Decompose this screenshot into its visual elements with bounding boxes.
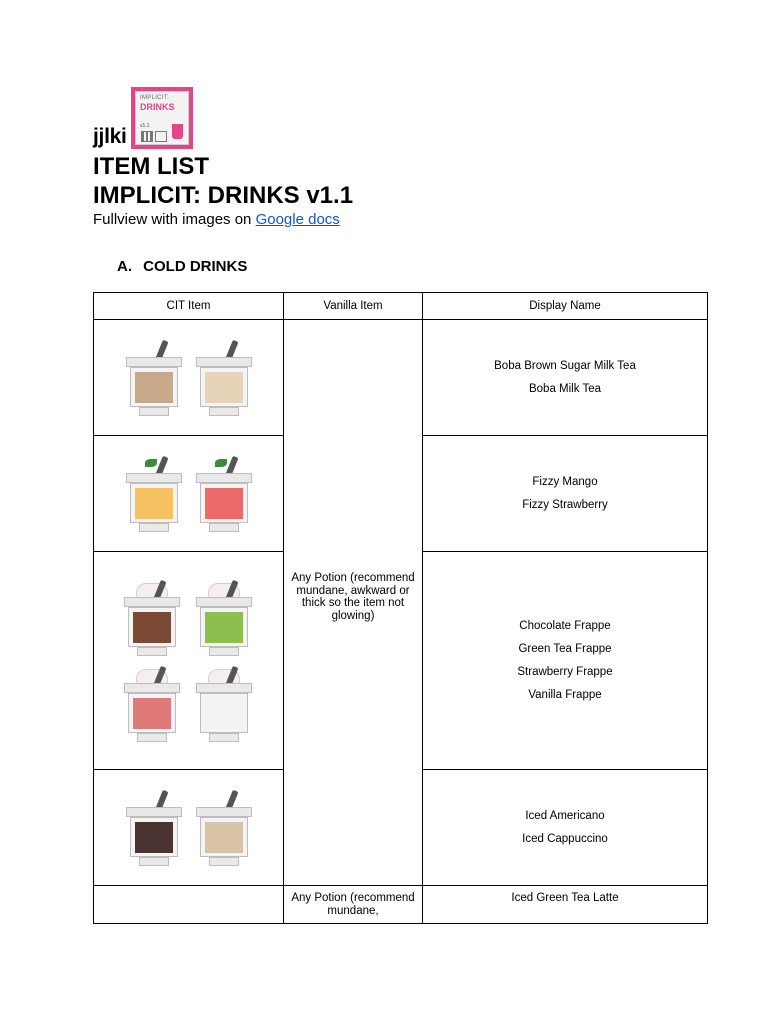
display-name-cell	[423, 552, 708, 770]
cit-item-cell	[94, 436, 284, 552]
display-name-cell	[423, 770, 708, 886]
vanilla-item-text: Any Potion (recommend mundane, awkward or thick so the item not glowing)	[291, 572, 415, 622]
boba-milk-tea-cup-icon	[193, 339, 255, 417]
vanilla-item-text: Any Potion (recommend mundane,	[291, 892, 415, 917]
fizzy-mango-cup-icon	[123, 455, 185, 533]
table-row	[94, 320, 708, 436]
section-number: A.	[117, 258, 132, 275]
header-display-name: Display Name	[423, 293, 708, 320]
display-name: Iced Cappuccino	[522, 833, 608, 845]
page-title: ITEM LIST	[93, 153, 209, 180]
display-name: Fizzy Mango	[532, 476, 598, 488]
chocolate-frappe-cup-icon	[121, 579, 183, 657]
display-name: Iced Green Tea Latte	[511, 892, 619, 904]
iced-cappuccino-cup-icon	[193, 789, 255, 867]
table-header-row	[94, 293, 708, 320]
fizzy-strawberry-cup-icon	[193, 455, 255, 533]
intro-prefix: Fullview with images on	[93, 211, 252, 228]
author-name: jjlki	[93, 125, 127, 148]
section-title: COLD DRINKS	[143, 258, 248, 275]
item-table	[93, 292, 708, 924]
display-name-cell	[423, 886, 708, 924]
cit-item-cell	[94, 770, 284, 886]
intro-text	[93, 211, 340, 228]
iced-americano-cup-icon	[123, 789, 185, 867]
google-docs-link[interactable]: Google docs	[255, 211, 340, 228]
boba-brown-sugar-cup-icon	[123, 339, 185, 417]
display-name-cell	[423, 436, 708, 552]
display-name: Fizzy Strawberry	[522, 499, 608, 511]
display-name: Boba Milk Tea	[528, 383, 602, 395]
display-name: Green Tea Frappe	[518, 643, 612, 655]
pack-logo-icon: IMPLICIT: DRINKS v1.1	[131, 87, 193, 149]
header-vanilla-item: Vanilla Item	[284, 293, 423, 320]
display-name: Iced Americano	[525, 810, 605, 822]
table-row	[94, 886, 708, 924]
vanilla-item-cell	[284, 320, 423, 886]
green-tea-frappe-cup-icon	[193, 579, 255, 657]
cit-item-cell	[94, 552, 284, 770]
cit-item-cell	[94, 320, 284, 436]
vanilla-frappe-cup-icon	[193, 665, 255, 743]
display-name: Strawberry Frappe	[517, 666, 613, 678]
header-cit-item: CIT Item	[94, 293, 284, 320]
cit-item-cell	[94, 886, 284, 924]
strawberry-frappe-cup-icon	[121, 665, 183, 743]
page-subtitle: IMPLICIT: DRINKS v1.1	[93, 182, 354, 209]
vanilla-item-cell	[284, 886, 423, 924]
display-name: Vanilla Frappe	[528, 689, 602, 701]
section-heading	[117, 258, 247, 275]
display-name-cell	[423, 320, 708, 436]
cup-icon	[172, 124, 183, 139]
display-name: Chocolate Frappe	[519, 620, 611, 632]
display-name: Boba Brown Sugar Milk Tea	[494, 360, 636, 372]
